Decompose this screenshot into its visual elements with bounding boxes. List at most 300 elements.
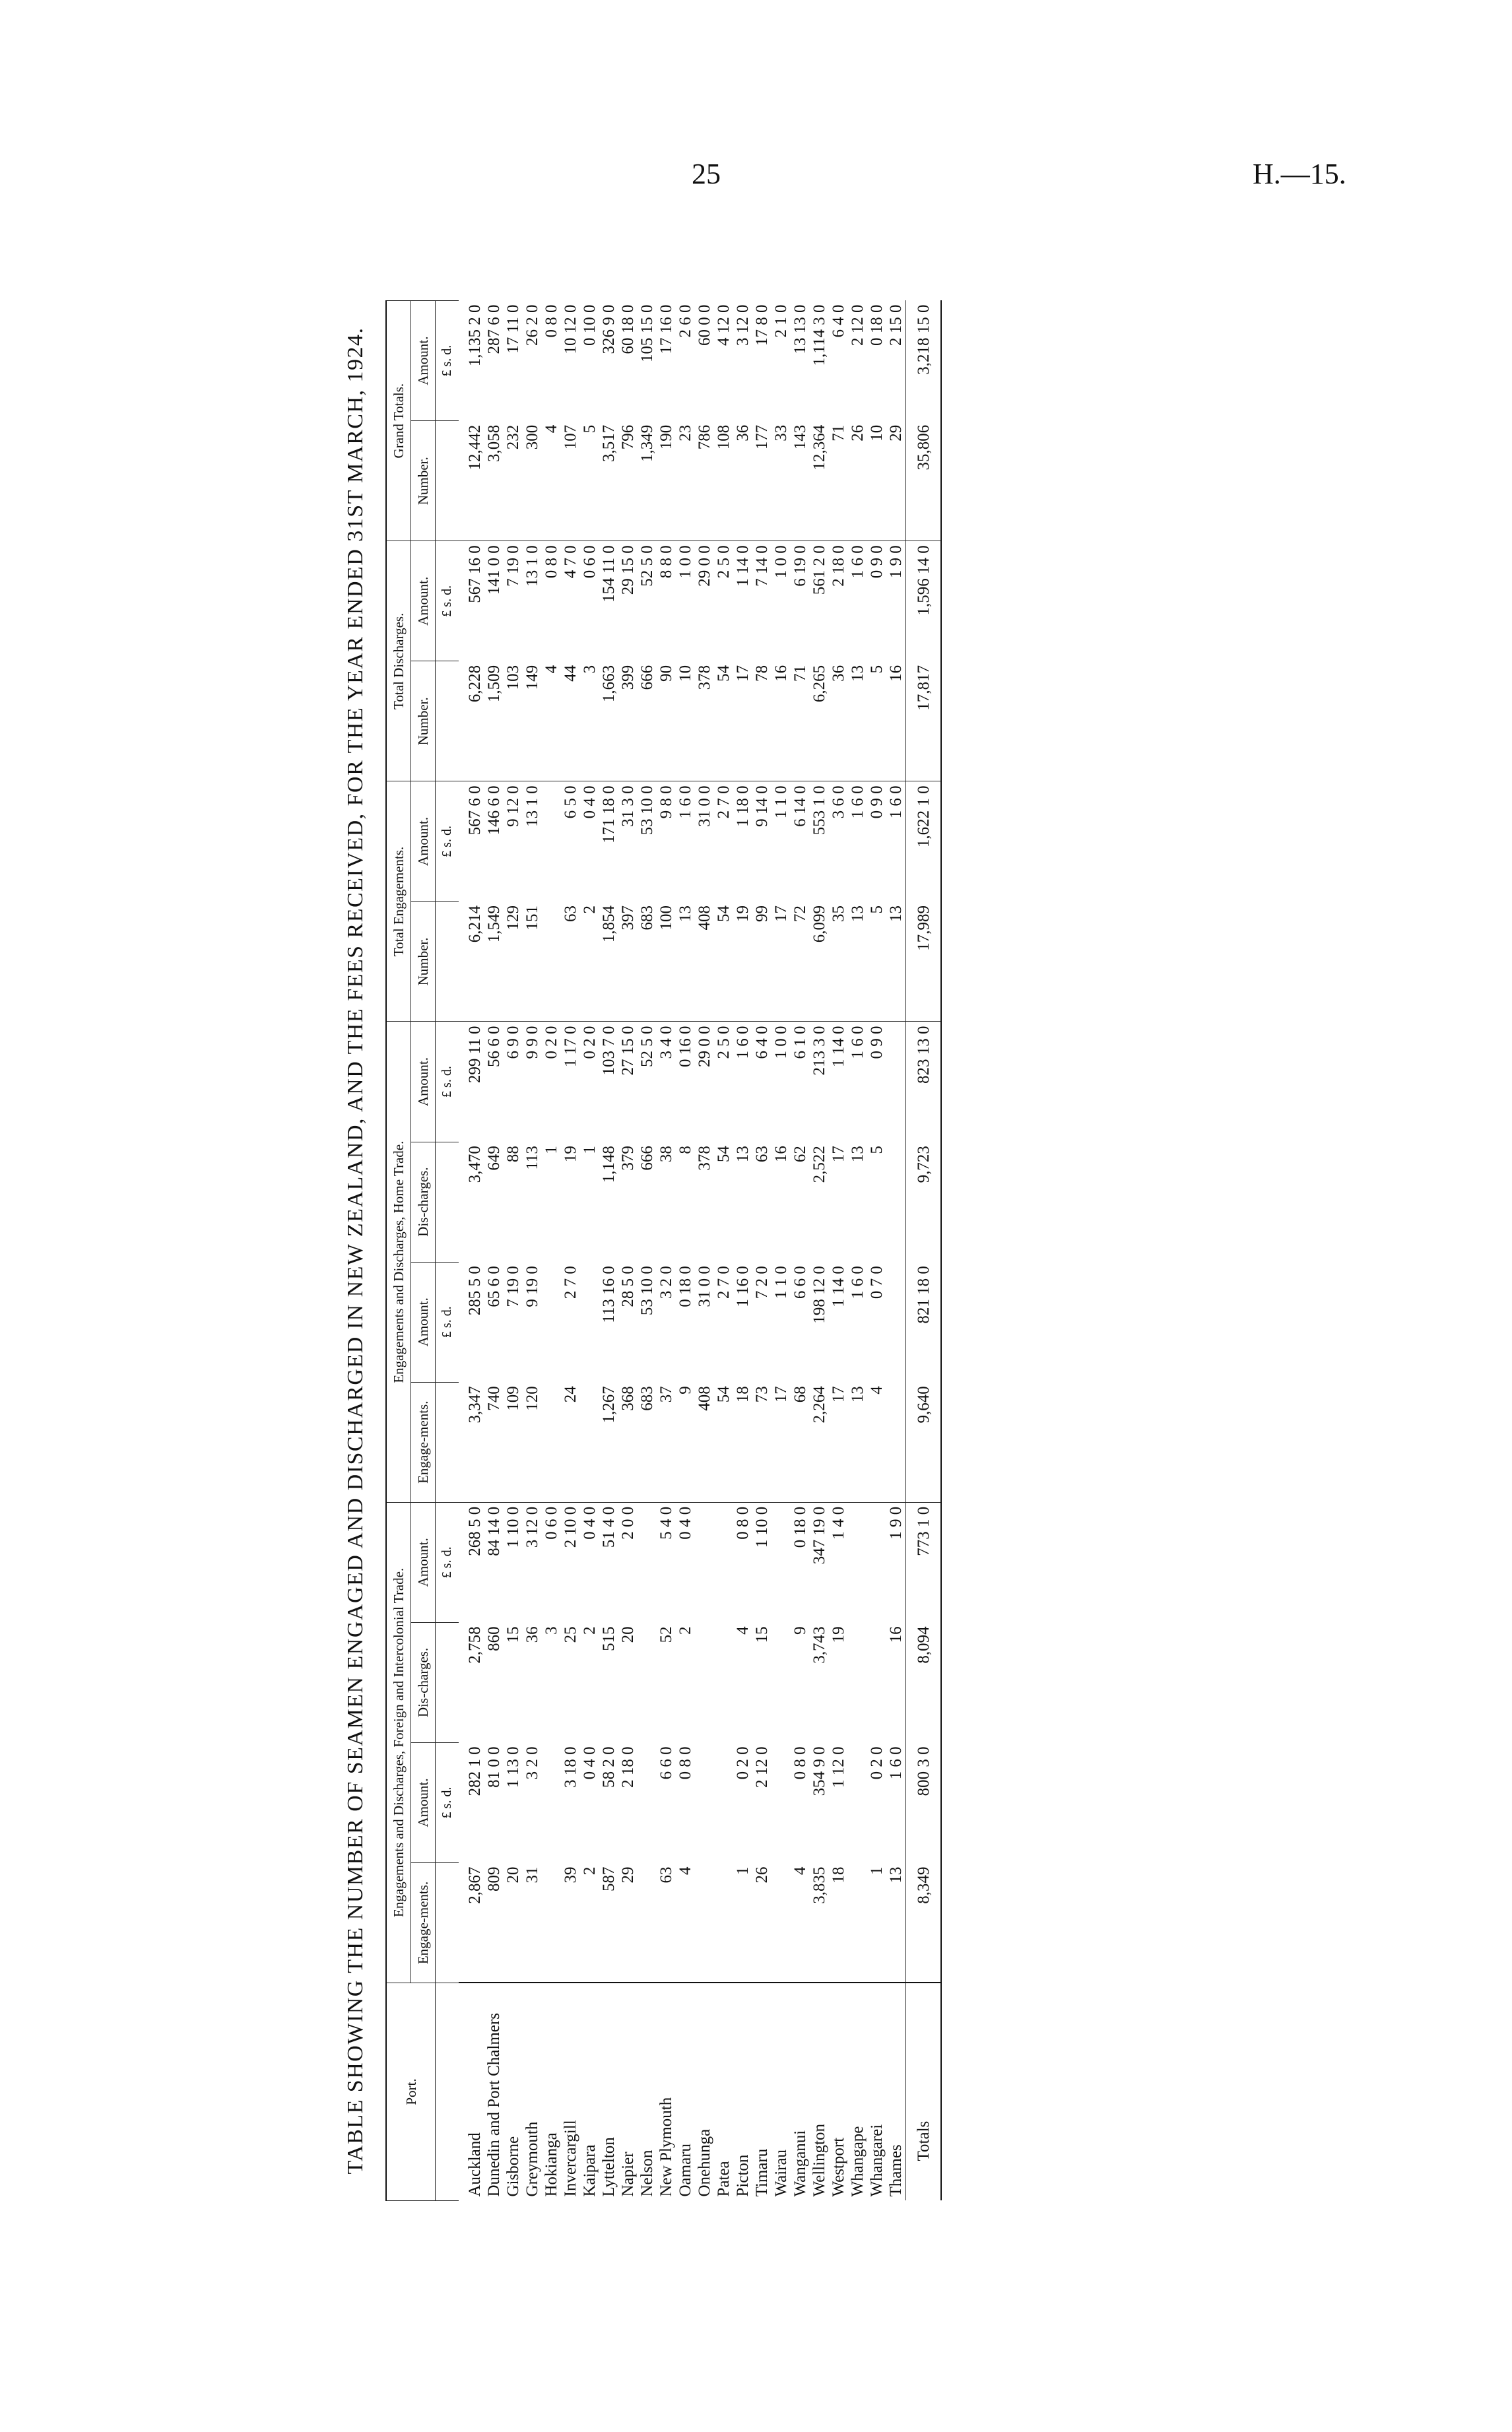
table-row — [561, 301, 580, 2201]
port-name: Kaipara — [581, 2144, 599, 2197]
count-cell: 3,347 — [459, 1382, 484, 1502]
amount-cell: 58 2 0 — [600, 1746, 618, 1788]
count-cell: 18 — [829, 1862, 848, 1983]
port-name: Picton — [734, 2154, 752, 2197]
amount-cell: 13 1 0 — [523, 785, 542, 827]
count-cell: 2,522 — [810, 1146, 829, 1183]
amount-cell: 6 6 0 — [657, 1746, 676, 1780]
count-cell: 15 — [504, 1626, 523, 1643]
count-cell: 20 — [504, 1862, 523, 1983]
amount-cell: 567 16 0 — [466, 545, 484, 603]
amount-cell: 1 0 0 — [772, 1026, 791, 1059]
amount-cell: 6 1 0 — [791, 1026, 810, 1059]
amount-cell: 81 0 0 — [485, 1746, 504, 1788]
amount-cell — [886, 1022, 906, 1142]
count-cell: 666 — [638, 661, 657, 781]
amount-cell: 1,114 3 0 — [810, 304, 829, 366]
count-cell: 113 — [523, 1146, 542, 1170]
port-name: Wairau — [772, 2149, 791, 2197]
count-cell: 3,517 — [599, 421, 618, 541]
count-cell: 3,743 — [810, 1626, 829, 1664]
count-cell: 4 — [542, 421, 561, 541]
table-row — [657, 301, 676, 2201]
amount-cell: 1 14 0 — [734, 545, 752, 587]
table-row — [580, 301, 599, 2201]
count-cell: 408 — [695, 902, 714, 1022]
count-cell: 26 — [848, 421, 867, 541]
count-cell: 120 — [523, 1382, 542, 1502]
table-row — [886, 301, 906, 2201]
count-cell: 37 — [657, 1382, 676, 1502]
unit-label: £ s. d. — [436, 1022, 459, 1142]
amount-cell: 3 4 0 — [657, 1026, 676, 1059]
amount-cell — [580, 1262, 599, 1382]
amount-cell — [714, 1502, 733, 1622]
amount-cell — [772, 1502, 791, 1622]
amount-cell: 1 4 0 — [830, 1506, 848, 1540]
count-cell: 31 — [523, 1862, 542, 1983]
count-cell — [886, 1142, 906, 1262]
amount-cell: 0 18 0 — [868, 304, 886, 346]
count-cell: 8,094 — [906, 1622, 942, 1742]
count-cell: 63 — [561, 902, 580, 1022]
count-cell: 1,663 — [599, 661, 618, 781]
table-row — [676, 301, 695, 2201]
amount-cell: 0 2 0 — [734, 1746, 752, 1780]
amount-cell: 2 5 0 — [715, 1026, 733, 1059]
amount-cell: 1 18 0 — [734, 785, 752, 827]
table-row — [752, 301, 772, 2201]
amount-cell: 9 19 0 — [523, 1266, 542, 1307]
amount-cell: 1 16 0 — [734, 1266, 752, 1307]
count-cell: 88 — [504, 1146, 523, 1163]
count-cell: 35,806 — [906, 421, 942, 541]
count-cell: 38 — [657, 1146, 676, 1163]
amount-cell: 103 7 0 — [600, 1026, 618, 1076]
amount-cell: 2 5 0 — [715, 545, 733, 579]
amount-cell: 553 1 0 — [810, 785, 829, 836]
amount-cell: 213 3 0 — [810, 1026, 829, 1076]
amount-cell: 84 14 0 — [485, 1506, 504, 1556]
count-cell: 54 — [715, 1146, 733, 1163]
count-cell: 2 — [676, 1626, 695, 1635]
count-cell: 397 — [618, 902, 638, 1022]
amount-cell: 1 10 0 — [753, 1506, 772, 1548]
amount-cell: 0 4 0 — [581, 785, 599, 819]
count-cell: 683 — [638, 902, 657, 1022]
count-cell: 29 — [618, 1862, 638, 1983]
count-cell — [714, 1862, 733, 1983]
count-cell: 3 — [580, 661, 599, 781]
amount-cell: 2 7 0 — [715, 785, 733, 819]
count-cell: 17,817 — [906, 661, 942, 781]
subheader-home-eng-amount: Amount. — [411, 1262, 436, 1382]
port-name: Wellington — [810, 2124, 829, 2197]
amount-cell: 6 9 0 — [504, 1026, 523, 1059]
port-name: Hokianga — [542, 2132, 561, 2197]
count-cell: 2,867 — [459, 1862, 484, 1983]
table-title: TABLE SHOWING THE NUMBER OF SEAMEN ENGAGED AND DISCHARGED IN NEW ZEALAND, AND THE FEES RECEIVED, FOR THE YEAR ENDED 31ST MARCH, 1924. — [343, 327, 368, 2175]
amount-cell: 7 2 0 — [753, 1266, 772, 1299]
count-cell: 1,267 — [599, 1382, 618, 1502]
amount-cell: 3 12 0 — [523, 1506, 542, 1548]
count-cell: 39 — [561, 1862, 580, 1983]
count-cell: 63 — [753, 1146, 772, 1163]
header-home-trade: Engagements and Discharges, Home Trade. — [386, 1022, 411, 1502]
count-cell: 9,723 — [906, 1142, 942, 1262]
subheader-foreign-eng-amount: Amount. — [411, 1742, 436, 1862]
count-cell: 3 — [542, 1626, 561, 1635]
count-cell: 19 — [733, 902, 752, 1022]
amount-cell: 1,622 1 0 — [906, 781, 942, 902]
port-name: Napier — [619, 2152, 638, 2197]
subheader-foreign-engagements: Engage-ments. — [411, 1862, 436, 1983]
count-cell: 232 — [504, 421, 523, 541]
port-name: New Plymouth — [657, 2097, 676, 2197]
amount-cell — [714, 1742, 733, 1862]
amount-cell: 31 3 0 — [619, 785, 638, 827]
count-cell: 62 — [791, 1146, 810, 1163]
count-cell: 1 — [867, 1862, 886, 1983]
subheader-total-dis-number: Number. — [411, 661, 436, 781]
totals-label: Totals — [906, 1983, 942, 2201]
count-cell: 68 — [791, 1382, 810, 1502]
subheader-foreign-discharges: Dis-charges. — [411, 1622, 436, 1742]
amount-cell: 268 5 0 — [466, 1506, 484, 1556]
amount-cell — [638, 1742, 657, 1862]
amount-cell: 53 10 0 — [638, 785, 657, 836]
count-cell: 13 — [848, 661, 867, 781]
header-grand-totals: Grand Totals. — [386, 301, 411, 541]
count-cell: 4 — [734, 1626, 752, 1635]
amount-cell: 0 16 0 — [676, 1026, 695, 1067]
amount-cell — [848, 1742, 867, 1862]
count-cell: 1,148 — [600, 1146, 618, 1183]
table-row — [733, 301, 752, 2201]
amount-cell: 0 9 0 — [868, 785, 886, 819]
count-cell: 8,349 — [906, 1862, 942, 1983]
amount-cell: 1 9 0 — [887, 1506, 905, 1540]
subheader-grand-number: Number. — [411, 421, 436, 541]
count-cell: 13 — [849, 1146, 867, 1163]
count-cell — [542, 1382, 561, 1502]
count-cell: 19 — [830, 1626, 848, 1643]
table-row — [542, 301, 561, 2201]
count-cell: 683 — [638, 1382, 657, 1502]
count-cell: 36 — [829, 661, 848, 781]
amount-cell: 3,218 15 0 — [906, 301, 942, 421]
count-cell: 2 — [580, 902, 599, 1022]
amount-cell: 1 6 0 — [734, 1026, 752, 1059]
count-cell: 786 — [695, 421, 714, 541]
amount-cell: 0 18 0 — [791, 1506, 810, 1548]
amount-cell: 347 19 0 — [810, 1506, 829, 1565]
amount-cell — [638, 1502, 657, 1622]
table-row — [848, 301, 867, 2201]
count-cell: 17 — [772, 1382, 791, 1502]
amount-cell: 9 14 0 — [753, 785, 772, 827]
port-name: Onehunga — [696, 2128, 714, 2197]
unit-label: £ s. d. — [436, 1502, 459, 1622]
subheader-grand-amount: Amount. — [411, 301, 436, 421]
count-cell: 5 — [867, 661, 886, 781]
amount-cell: 6 5 0 — [562, 785, 580, 819]
count-cell: 1 — [733, 1862, 752, 1983]
unit-label: £ s. d. — [436, 541, 459, 661]
amount-cell: 0 10 0 — [581, 304, 599, 346]
amount-cell — [542, 1262, 561, 1382]
amount-cell: 2 12 0 — [753, 1746, 772, 1788]
count-cell: 6,099 — [810, 902, 829, 1022]
amount-cell: 299 11 0 — [466, 1026, 484, 1084]
amount-cell: 53 10 0 — [638, 1266, 657, 1316]
count-cell: 1,549 — [484, 902, 504, 1022]
amount-cell: 0 6 0 — [542, 1506, 561, 1540]
amount-cell — [772, 1742, 791, 1862]
amount-cell: 1 6 0 — [849, 545, 867, 579]
amount-cell: 8 8 0 — [657, 545, 676, 579]
count-cell: 17 — [772, 902, 791, 1022]
header-port: Port. — [386, 1983, 436, 2201]
count-cell: 3,470 — [466, 1146, 484, 1183]
count-cell: 13 — [734, 1146, 752, 1163]
amount-cell: 171 18 0 — [600, 785, 618, 843]
amount-cell: 285 5 0 — [466, 1266, 484, 1316]
count-cell: 35 — [829, 902, 848, 1022]
port-name: Gisborne — [504, 2136, 523, 2197]
count-cell: 8 — [676, 1146, 695, 1154]
amount-cell: 17 8 0 — [753, 304, 772, 346]
count-cell: 6,228 — [459, 661, 484, 781]
count-cell: 6,265 — [810, 661, 829, 781]
amount-cell: 1 9 0 — [887, 545, 905, 579]
count-cell: 16 — [886, 661, 906, 781]
amount-cell: 28 5 0 — [619, 1266, 638, 1307]
count-cell: 10 — [867, 421, 886, 541]
amount-cell: 52 5 0 — [638, 545, 657, 587]
amount-cell — [695, 1502, 714, 1622]
count-cell: 109 — [504, 1382, 523, 1502]
port-name: Invercargill — [562, 2120, 580, 2197]
amount-cell: 1,596 14 0 — [906, 541, 942, 661]
amount-cell: 1 14 0 — [830, 1026, 848, 1067]
count-cell: 16 — [772, 661, 791, 781]
subheader-foreign-dis-amount: Amount. — [411, 1502, 436, 1622]
amount-cell: 0 8 0 — [542, 545, 561, 579]
count-cell: 149 — [523, 661, 542, 781]
amount-cell: 4 7 0 — [562, 545, 580, 579]
count-cell: 25 — [562, 1626, 580, 1643]
count-cell — [772, 1862, 791, 1983]
count-cell: 5 — [580, 421, 599, 541]
count-cell: 36 — [523, 1626, 542, 1643]
amount-cell: 1 13 0 — [504, 1746, 523, 1788]
amount-cell: 29 0 0 — [696, 1026, 714, 1067]
amount-cell: 800 3 0 — [906, 1742, 942, 1862]
subheader-total-eng-number: Number. — [411, 902, 436, 1022]
amount-cell: 65 6 0 — [485, 1266, 504, 1307]
amount-cell: 2 10 0 — [562, 1506, 580, 1548]
table-row — [867, 301, 886, 2201]
count-cell: 151 — [523, 902, 542, 1022]
amount-cell: 2 7 0 — [715, 1266, 733, 1299]
amount-cell — [848, 1502, 867, 1622]
count-cell: 378 — [695, 661, 714, 781]
amount-cell: 31 0 0 — [696, 1266, 714, 1307]
amount-cell: 1 6 0 — [676, 785, 695, 819]
count-cell: 740 — [484, 1382, 504, 1502]
subheader-total-eng-amount: Amount. — [411, 781, 436, 902]
count-cell: 2 — [581, 1626, 599, 1635]
amount-cell: 2 1 0 — [772, 304, 791, 338]
count-cell: 378 — [696, 1146, 714, 1171]
count-cell: 2 — [580, 1862, 599, 1983]
count-cell — [848, 1622, 867, 1742]
amount-cell: 9 9 0 — [523, 1026, 542, 1059]
port-name: Nelson — [638, 2150, 657, 2197]
amount-cell: 9 8 0 — [657, 785, 676, 819]
count-cell: 6,214 — [459, 902, 484, 1022]
port-name: Greymouth — [523, 2121, 542, 2197]
count-cell: 177 — [752, 421, 772, 541]
port-name: Oamaru — [676, 2143, 695, 2197]
header-total-discharges: Total Discharges. — [386, 541, 411, 781]
port-name: Whangarei — [868, 2124, 886, 2197]
amount-cell: 2 6 0 — [676, 304, 695, 338]
amount-cell: 7 14 0 — [753, 545, 772, 587]
count-cell — [714, 1622, 733, 1742]
count-cell: 5 — [867, 902, 886, 1022]
amount-cell: 60 18 0 — [619, 304, 638, 354]
count-cell — [695, 1622, 714, 1742]
count-cell: 4 — [676, 1862, 695, 1983]
count-cell: 19 — [562, 1146, 580, 1163]
amount-cell: 1 17 0 — [562, 1026, 580, 1067]
amount-cell: 26 2 0 — [523, 304, 542, 346]
amount-cell: 567 6 0 — [466, 785, 484, 836]
amount-cell: 821 18 0 — [906, 1262, 942, 1382]
count-cell: 3,835 — [810, 1862, 829, 1983]
count-cell: 16 — [772, 1146, 791, 1163]
port-name: Auckland — [466, 2132, 484, 2197]
count-cell: 9 — [791, 1626, 810, 1635]
count-cell: 71 — [829, 421, 848, 541]
count-cell: 9 — [676, 1382, 695, 1502]
document-reference: H.—15. — [1253, 158, 1346, 190]
amount-cell: 31 0 0 — [696, 785, 714, 827]
count-cell: 190 — [657, 421, 676, 541]
amount-cell: 52 5 0 — [638, 1026, 657, 1067]
amount-cell: 0 2 0 — [542, 1026, 561, 1059]
count-cell: 515 — [600, 1626, 618, 1651]
count-cell: 33 — [772, 421, 791, 541]
count-cell: 90 — [657, 661, 676, 781]
amount-cell: 2 0 0 — [619, 1506, 638, 1540]
subheader-total-dis-amount: Amount. — [411, 541, 436, 661]
count-cell: 1 — [581, 1146, 599, 1154]
count-cell — [542, 902, 561, 1022]
count-cell: 73 — [752, 1382, 772, 1502]
amount-cell: 773 1 0 — [906, 1502, 942, 1622]
table-row — [599, 301, 618, 2201]
unit-label: £ s. d. — [436, 301, 459, 421]
count-cell: 54 — [714, 902, 733, 1022]
count-cell: 18 — [733, 1382, 752, 1502]
amount-cell: 29 15 0 — [619, 545, 638, 595]
amount-cell: 0 2 0 — [581, 1026, 599, 1059]
amount-cell: 29 0 0 — [696, 545, 714, 587]
amount-cell: 17 16 0 — [657, 304, 676, 354]
count-cell: 52 — [657, 1626, 676, 1643]
count-cell: 143 — [791, 421, 810, 541]
count-cell: 26 — [752, 1862, 772, 1983]
amount-cell: 7 19 0 — [504, 545, 523, 587]
header-total-engagements: Total Engagements. — [386, 781, 411, 1022]
amount-cell: 354 9 0 — [810, 1746, 829, 1796]
amount-cell: 13 13 0 — [791, 304, 810, 354]
count-cell: 108 — [714, 421, 733, 541]
table-row — [829, 301, 848, 2201]
amount-cell: 1 6 0 — [887, 785, 905, 819]
amount-cell: 7 19 0 — [504, 1266, 523, 1307]
amount-cell: 10 12 0 — [562, 304, 580, 354]
amount-cell: 27 15 0 — [619, 1026, 638, 1076]
count-cell: 2,264 — [810, 1382, 829, 1502]
amount-cell: 2 15 0 — [887, 304, 905, 346]
amount-cell: 0 9 0 — [868, 545, 886, 579]
unit-label: £ s. d. — [436, 1262, 459, 1382]
amount-cell — [542, 781, 561, 902]
count-cell — [638, 1862, 657, 1983]
amount-cell: 51 4 0 — [600, 1506, 618, 1548]
subheader-home-dis-amount: Amount. — [411, 1022, 436, 1142]
amount-cell: 5 4 0 — [657, 1506, 676, 1540]
amount-cell: 1 12 0 — [830, 1746, 848, 1788]
count-cell: 4 — [542, 661, 561, 781]
unit-label: £ s. d. — [436, 781, 459, 902]
count-cell: 54 — [714, 1382, 733, 1502]
amount-cell: 6 4 0 — [753, 1026, 772, 1059]
amount-cell: 1 6 0 — [849, 1266, 867, 1299]
count-cell: 649 — [485, 1146, 504, 1171]
amount-cell: 0 6 0 — [581, 545, 599, 579]
count-cell: 24 — [561, 1382, 580, 1502]
count-cell — [638, 1622, 657, 1742]
amount-cell: 0 4 0 — [581, 1506, 599, 1540]
amount-cell: 287 6 0 — [485, 304, 504, 354]
count-cell: 9,640 — [906, 1382, 942, 1502]
amount-cell: 0 18 0 — [676, 1266, 695, 1307]
table-row — [504, 301, 523, 2201]
port-name: Timaru — [753, 2148, 772, 2197]
count-cell: 29 — [886, 421, 906, 541]
port-name: Lyttelton — [600, 2137, 618, 2197]
count-cell: 107 — [561, 421, 580, 541]
count-cell: 796 — [618, 421, 638, 541]
count-cell: 5 — [868, 1146, 886, 1154]
count-cell — [886, 1382, 906, 1502]
amount-cell: 6 4 0 — [830, 304, 848, 338]
count-cell: 368 — [618, 1382, 638, 1502]
count-cell: 17,989 — [906, 902, 942, 1022]
amount-cell: 1 10 0 — [504, 1506, 523, 1548]
count-cell: 666 — [638, 1146, 657, 1171]
count-cell — [542, 1862, 561, 1983]
count-cell: 103 — [504, 661, 523, 781]
amount-cell — [886, 1262, 906, 1382]
count-cell: 44 — [561, 661, 580, 781]
count-cell: 860 — [485, 1626, 504, 1651]
